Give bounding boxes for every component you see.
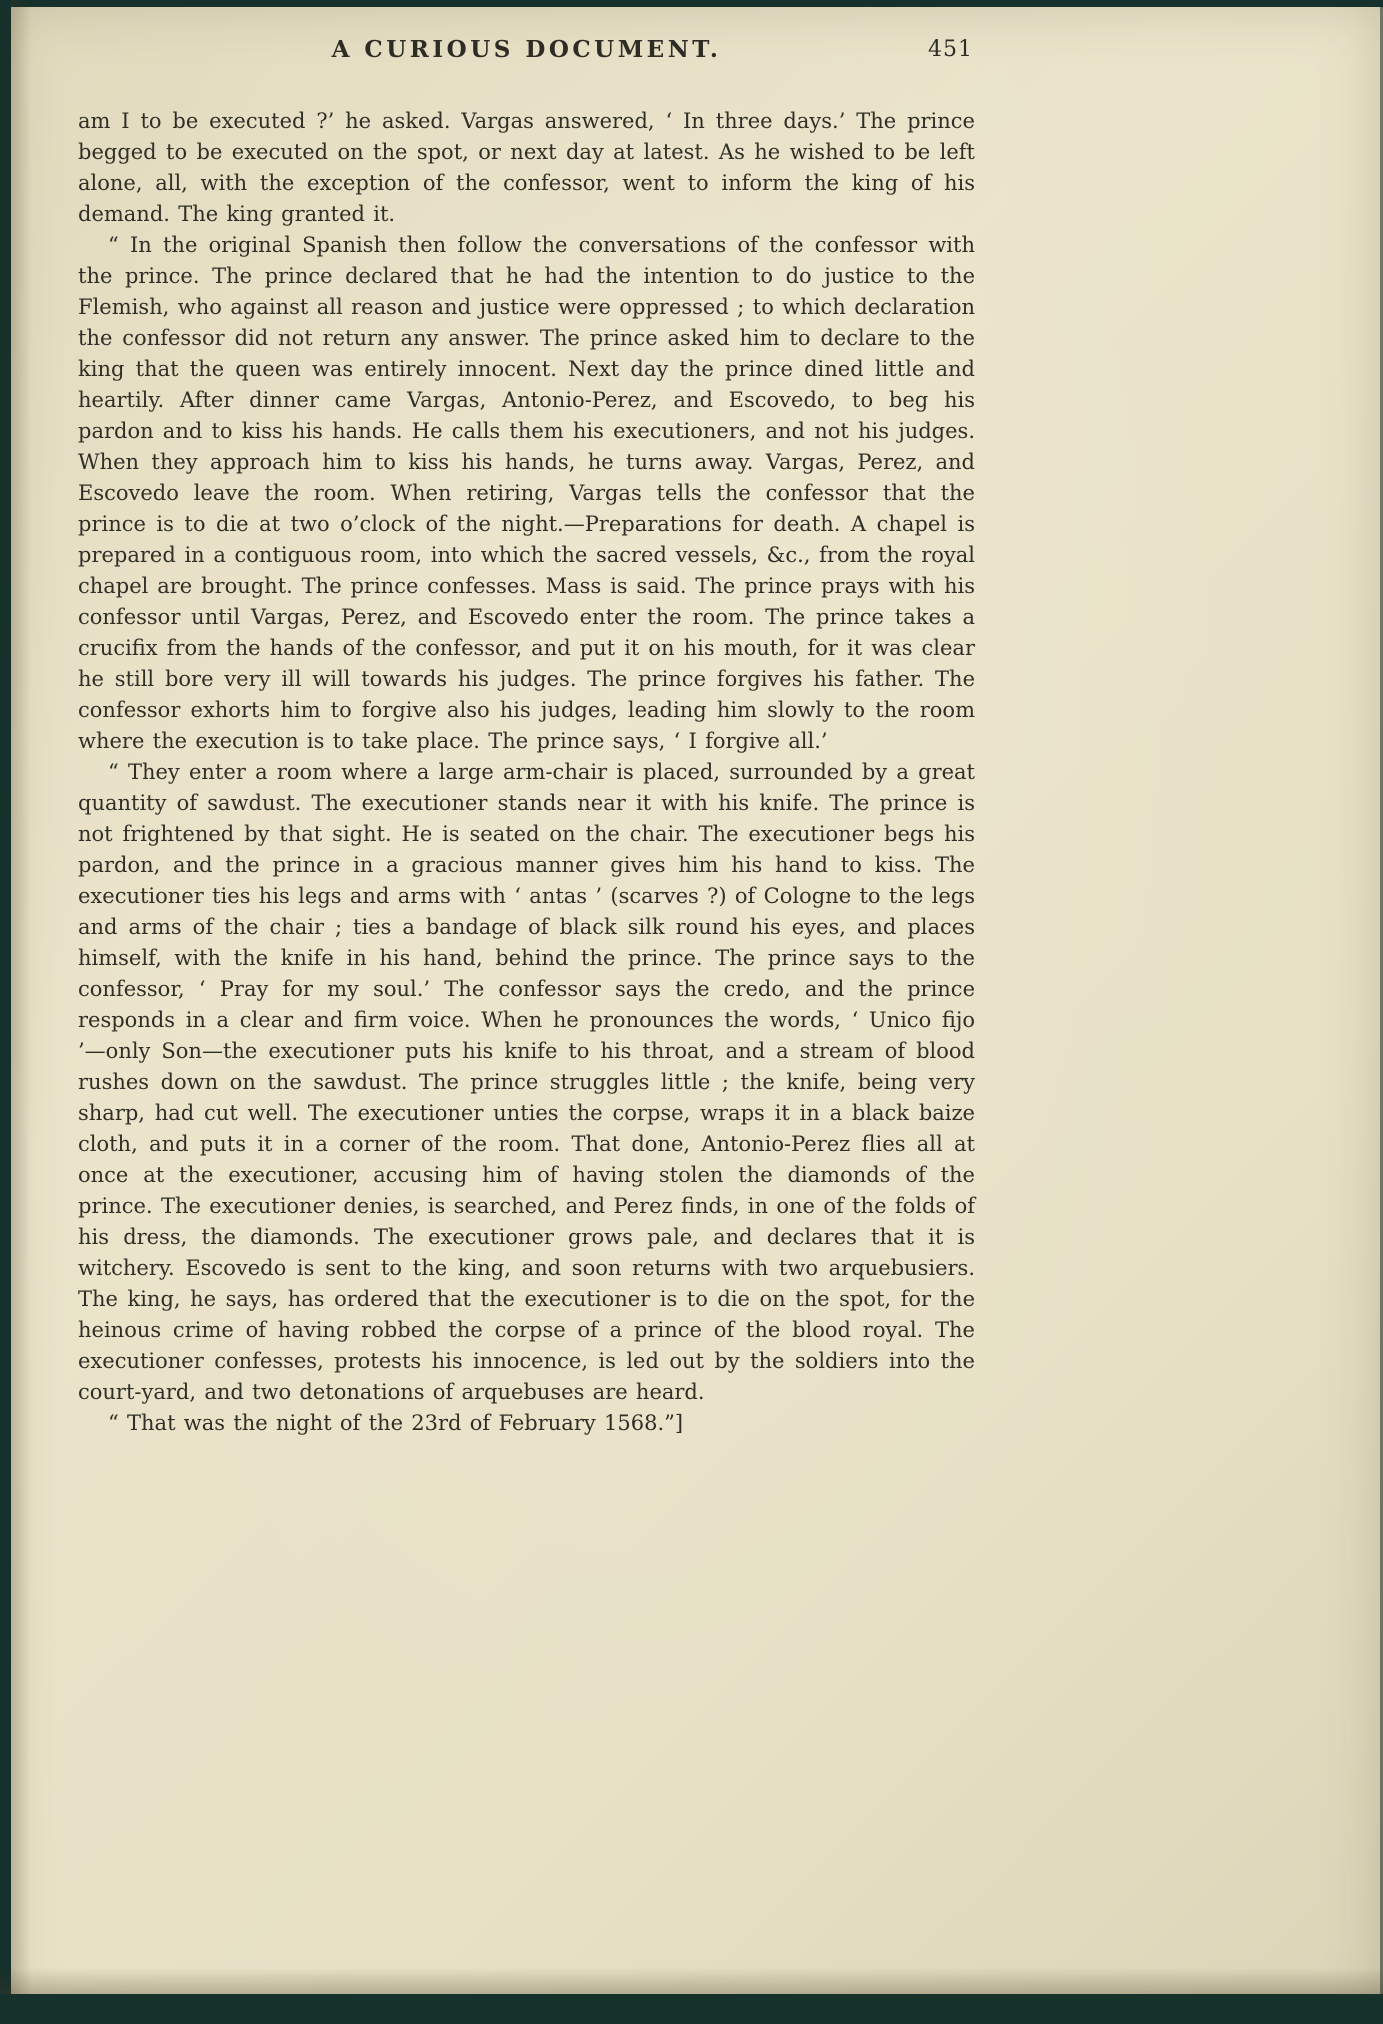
paragraph: “ They enter a room where a large arm-chair is placed, surrounded by a great quantity of sawdust. The executioner stands near it with his knife. The prince is not frightened by that sight. He is seated on the chair. The executioner begs his pardon, and the prince in a gracious manner gives him his hand to kiss. The executioner ties his legs and arms with ‘ antas ’ (scarves ?) of Cologne to the legs and arms of the chair ; ties a bandage of black silk round his eyes, and places himself, with the knife in his hand, behind the prince. The prince says to the confessor, ‘ Pray for my soul.’ The confessor says the credo, and the prince responds in a clear and firm voice. When he pronounces the words, ‘ Unico fijo ’—only Son—the executioner puts his knife to his throat, and a stream of blood rushes down on the sawdust. The prince struggles little ; the knife, being very sharp, had cut well. The executioner unties the corpse, wraps it in a black baize cloth, and puts it in a corner of the room. That done, Antonio-Perez flies all at once at the executioner, accusing him of having stolen the diamonds of the prince. The executioner denies, is searched, and Perez finds, in one of the folds of his dress, the diamonds. The executioner grows pale, and declares that it is witchery. Escovedo is sent to the king, and soon returns with two arquebusiers. The king, he says, has ordered that the executioner is to die on the spot, for the heinous crime of having robbed the corpse of a prince of the blood royal. The executioner confesses, protests his innocence, is led out by the soldiers into the court-yard, and two detonations of arquebuses are heard. (78, 760, 975, 1404)
page-shadow-bottom (0, 1968, 1383, 1994)
paragraph-continuation: am I to be executed ?’ he asked. Vargas answered, ‘ In three days.’ The prince begged to be executed on the spot, or next day at latest. As he wished to be left alone, all, with the exception of the confessor, went to inform the king of his demand. The king granted it. (78, 109, 975, 226)
page-number: 451 (928, 37, 973, 62)
paragraph: “ In the original Spanish then follow the conversations of the confessor with the prince. The prince declared that he had the intention to do justice to the Flemish, who against all reason and justice were oppressed ; to which declaration the confessor did not return any answer. The prince asked him to declare to the king that the queen was entirely innocent. Next day the prince dined little and heartily. After dinner came Vargas, Antonio-Perez, and Escovedo, to beg his pardon and to kiss his hands. He calls them his executioners, and not his judges. When they approach him to kiss his hands, he turns away. Vargas, Perez, and Escovedo leave the room. When retiring, Vargas tells the confessor that the prince is to die at two o’clock of the night.—Preparations for death. A chapel is prepared in a contiguous room, into which the sacred vessels, &c., from the royal chapel are brought. The prince confesses. Mass is said. The prince prays with his confessor until Vargas, Perez, and Escovedo enter the room. The prince takes a crucifix from the hands of the confessor, and put it on his mouth, for it was clear he still bore very ill will towards his judges. The prince forgives his father. The confessor exhorts him to forgive also his judges, leading him slowly to the room where the execution is to take place. The prince says, ‘ I forgive all.’ (78, 233, 975, 753)
running-title: A CURIOUS DOCUMENT. (331, 36, 722, 63)
page-shadow-left (11, 0, 31, 2024)
page-edge-top (0, 0, 1383, 7)
body-text (78, 106, 975, 1439)
page-edge-left (0, 0, 11, 2024)
paragraph-closing: “ That was the night of the 23rd of February 1568.”] (108, 1411, 684, 1435)
page-content (78, 36, 975, 1439)
page-edge-bottom (0, 1994, 1383, 2024)
page-header (78, 36, 975, 66)
